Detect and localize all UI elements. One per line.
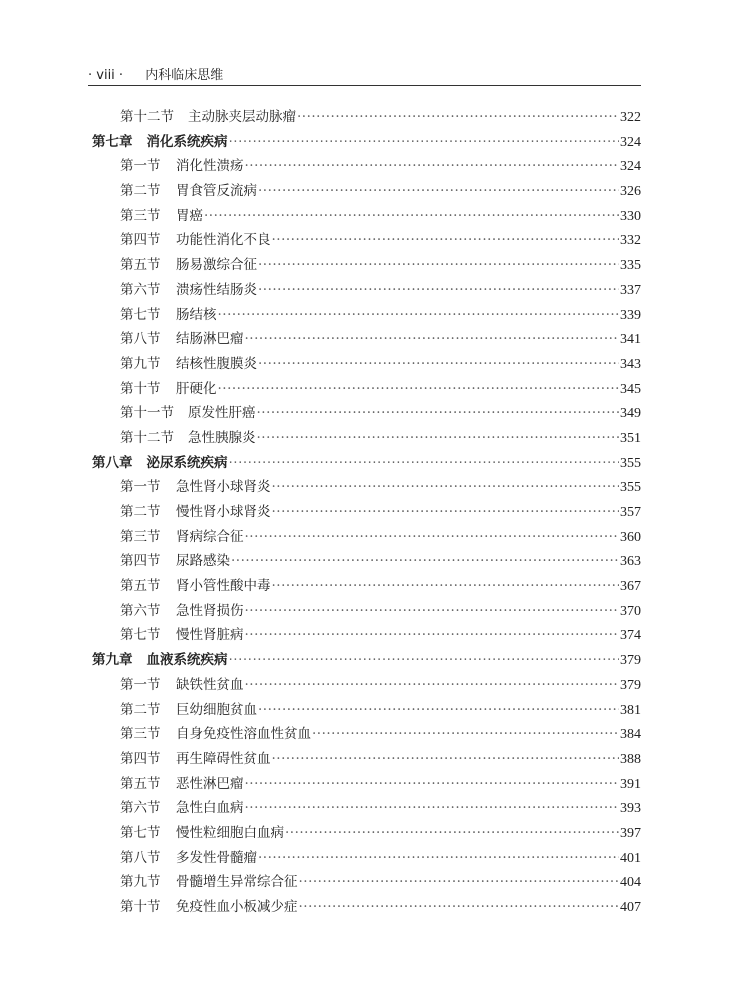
dot-leader: [272, 501, 620, 523]
entry-page-number: 357: [620, 505, 641, 520]
entry-page-number: 379: [620, 653, 641, 669]
entry-title: 尿路感染: [176, 553, 230, 570]
toc-section-entry[interactable]: [92, 871, 641, 896]
entry-label: 第九节: [120, 874, 161, 891]
toc-section-entry[interactable]: [92, 229, 641, 254]
entry-label: 第三节: [120, 726, 161, 743]
entry-page-number: 322: [620, 110, 641, 125]
toc-section-entry[interactable]: [92, 526, 641, 551]
entry-title: 肾病综合征: [176, 528, 244, 545]
entry-title: 慢性肾小球肾炎: [176, 504, 271, 520]
dot-leader: [285, 822, 619, 844]
entry-label: 第十节: [120, 899, 161, 915]
dot-leader: [257, 402, 620, 424]
entry-page-number: 388: [620, 751, 641, 767]
dot-leader: [245, 526, 620, 548]
entry-label: 第八章: [92, 454, 133, 471]
toc-section-entry[interactable]: [92, 427, 641, 452]
entry-label: 第十二节: [120, 109, 174, 125]
entry-title: 肝硬化: [176, 380, 217, 397]
header-page-number: · viii ·: [88, 68, 124, 83]
dot-leader: [258, 353, 619, 375]
entry-label: 第二节: [120, 504, 161, 520]
entry-page-number: 393: [620, 801, 641, 817]
entry-label: 第六节: [120, 800, 161, 817]
dot-leader: [258, 180, 619, 202]
entry-page-number: 349: [620, 406, 641, 422]
entry-label: 第七章: [92, 133, 133, 150]
entry-page-number: 330: [620, 208, 641, 224]
entry-page-number: 360: [620, 529, 641, 545]
toc-section-entry[interactable]: [92, 155, 641, 180]
toc-section-entry[interactable]: [92, 896, 641, 921]
toc-section-entry[interactable]: [92, 723, 641, 748]
entry-label: 第一节: [120, 479, 161, 496]
dot-leader: [245, 600, 620, 622]
dot-leader: [231, 550, 619, 572]
toc-section-entry[interactable]: [92, 822, 641, 847]
entry-label: 第三节: [120, 528, 161, 545]
toc-section-entry[interactable]: [92, 328, 641, 353]
entry-title: 肾小管性酸中毒: [176, 578, 271, 595]
toc-section-entry[interactable]: [92, 674, 641, 699]
entry-label: 第五节: [120, 775, 161, 792]
toc-chapter-entry[interactable]: [92, 452, 641, 477]
entry-title: 慢性肾脏病: [176, 627, 244, 644]
toc-section-entry[interactable]: [92, 254, 641, 279]
entry-title: 原发性肝癌: [188, 405, 256, 422]
entry-page-number: 363: [620, 554, 641, 570]
dot-leader: [245, 155, 620, 177]
entry-page-number: 335: [620, 258, 641, 274]
dot-leader: [272, 748, 620, 770]
entry-title: 消化性溃疡: [176, 158, 244, 175]
entry-title: 骨髓增生异常综合征: [176, 874, 298, 891]
toc-section-entry[interactable]: [92, 501, 641, 526]
entry-page-number: 324: [620, 159, 641, 175]
entry-title: 多发性骨髓瘤: [176, 849, 257, 866]
dot-leader: [258, 699, 619, 721]
entry-title: 急性白血病: [176, 800, 244, 817]
entry-page-number: 355: [620, 455, 641, 471]
toc-section-entry[interactable]: [92, 304, 641, 329]
entry-page-number: 381: [620, 702, 641, 718]
entry-title: 再生障碍性贫血: [176, 750, 271, 767]
toc-section-entry[interactable]: [92, 847, 641, 872]
entry-label: 第十二节: [120, 429, 174, 446]
entry-label: 第八节: [120, 849, 161, 866]
entry-label: 第一节: [120, 158, 161, 175]
entry-label: 第七节: [120, 824, 161, 841]
toc-section-entry[interactable]: [92, 600, 641, 625]
entry-page-number: 351: [620, 430, 641, 446]
dot-leader: [245, 674, 620, 696]
entry-page-number: 404: [620, 875, 641, 891]
running-header: [88, 64, 641, 86]
entry-label: 第二节: [120, 183, 161, 200]
entry-page-number: 397: [620, 825, 641, 841]
entry-title: 巨幼细胞贫血: [176, 701, 257, 718]
toc-section-entry[interactable]: [92, 106, 641, 131]
toc-section-entry[interactable]: [92, 353, 641, 378]
entry-page-number: 379: [620, 677, 641, 693]
dot-leader: [312, 723, 619, 745]
dot-leader: [297, 106, 619, 128]
dot-leader: [299, 896, 620, 918]
entry-label: 第七节: [120, 306, 161, 323]
toc-section-entry[interactable]: [92, 205, 641, 230]
entry-title: 自身免疫性溶血性贫血: [176, 726, 311, 743]
entry-title: 肠结核: [176, 306, 217, 323]
entry-title: 急性胰腺炎: [188, 429, 256, 446]
entry-page-number: 341: [620, 332, 641, 348]
dot-leader: [218, 378, 620, 400]
entry-label: 第六节: [120, 281, 161, 298]
entry-page-number: 374: [620, 628, 641, 644]
dot-leader: [204, 205, 619, 227]
toc-section-entry[interactable]: [92, 797, 641, 822]
toc-section-entry[interactable]: [92, 476, 641, 501]
toc-section-entry[interactable]: [92, 550, 641, 575]
entry-label: 第九章: [92, 652, 133, 669]
toc-section-entry[interactable]: [92, 773, 641, 798]
entry-title: 功能性消化不良: [176, 232, 271, 249]
entry-title: 缺铁性贫血: [176, 676, 244, 693]
toc-section-entry[interactable]: [92, 279, 641, 304]
dot-leader: [258, 279, 619, 301]
dot-leader: [272, 575, 620, 597]
entry-title: 溃疡性结肠炎: [176, 281, 257, 298]
entry-page-number: 407: [620, 900, 641, 915]
entry-page-number: 326: [620, 184, 641, 200]
entry-page-number: 324: [620, 134, 641, 150]
dot-leader: [245, 773, 620, 795]
entry-page-number: 345: [620, 381, 641, 397]
entry-title: 肠易激综合征: [176, 257, 257, 274]
dot-leader: [229, 649, 620, 671]
dot-leader: [299, 871, 620, 893]
entry-label: 第五节: [120, 578, 161, 595]
toc-section-entry[interactable]: [92, 378, 641, 403]
entry-page-number: 332: [620, 233, 641, 249]
entry-title: 胃食管反流病: [176, 183, 257, 200]
entry-page-number: 391: [620, 776, 641, 792]
entry-page-number: 367: [620, 579, 641, 595]
entry-title: 结核性腹膜炎: [176, 355, 257, 372]
entry-page-number: 401: [620, 850, 641, 866]
entry-label: 第五节: [120, 257, 161, 274]
toc-chapter-entry[interactable]: [92, 649, 641, 674]
dot-leader: [218, 304, 620, 326]
dot-leader: [229, 452, 620, 474]
entry-title: 胃癌: [176, 207, 203, 224]
dot-leader: [257, 427, 620, 449]
entry-label: 第九节: [120, 355, 161, 372]
dot-leader: [272, 476, 620, 498]
dot-leader: [245, 328, 620, 350]
entry-page-number: 355: [620, 480, 641, 496]
entry-title: 急性肾损伤: [176, 602, 244, 619]
toc-section-entry[interactable]: [92, 624, 641, 649]
entry-title: 结肠淋巴瘤: [176, 331, 244, 348]
entry-title: 泌尿系统疾病: [146, 454, 228, 471]
entry-title: 主动脉夹层动脉瘤: [188, 109, 296, 125]
header-book-title: 内科临床思维: [145, 68, 224, 83]
table-of-contents: [92, 106, 641, 921]
toc-section-entry[interactable]: [92, 402, 641, 427]
entry-label: 第八节: [120, 331, 161, 348]
entry-label: 第二节: [120, 701, 161, 718]
entry-page-number: 370: [620, 603, 641, 619]
entry-title: 免疫性血小板减少症: [176, 899, 298, 915]
dot-leader: [258, 847, 619, 869]
entry-label: 第六节: [120, 602, 161, 619]
entry-title: 慢性粒细胞白血病: [176, 824, 284, 841]
dot-leader: [258, 254, 619, 276]
entry-page-number: 343: [620, 356, 641, 372]
entry-label: 第十节: [120, 380, 161, 397]
dot-leader: [272, 229, 620, 251]
toc-chapter-entry[interactable]: [92, 131, 641, 156]
entry-label: 第一节: [120, 676, 161, 693]
entry-title: 恶性淋巴瘤: [176, 775, 244, 792]
entry-label: 第四节: [120, 750, 161, 767]
entry-label: 第七节: [120, 627, 161, 644]
entry-label: 第三节: [120, 207, 161, 224]
toc-section-entry[interactable]: [92, 699, 641, 724]
entry-title: 消化系统疾病: [146, 133, 228, 150]
entry-page-number: 384: [620, 727, 641, 743]
dot-leader: [245, 797, 620, 819]
entry-label: 第四节: [120, 553, 161, 570]
entry-page-number: 339: [620, 307, 641, 323]
toc-section-entry[interactable]: [92, 575, 641, 600]
entry-label: 第十一节: [120, 405, 174, 422]
entry-title: 血液系统疾病: [146, 652, 228, 669]
entry-title: 急性肾小球肾炎: [176, 479, 271, 496]
toc-section-entry[interactable]: [92, 748, 641, 773]
dot-leader: [229, 131, 620, 153]
dot-leader: [245, 624, 620, 646]
toc-section-entry[interactable]: [92, 180, 641, 205]
entry-label: 第四节: [120, 232, 161, 249]
entry-page-number: 337: [620, 282, 641, 298]
